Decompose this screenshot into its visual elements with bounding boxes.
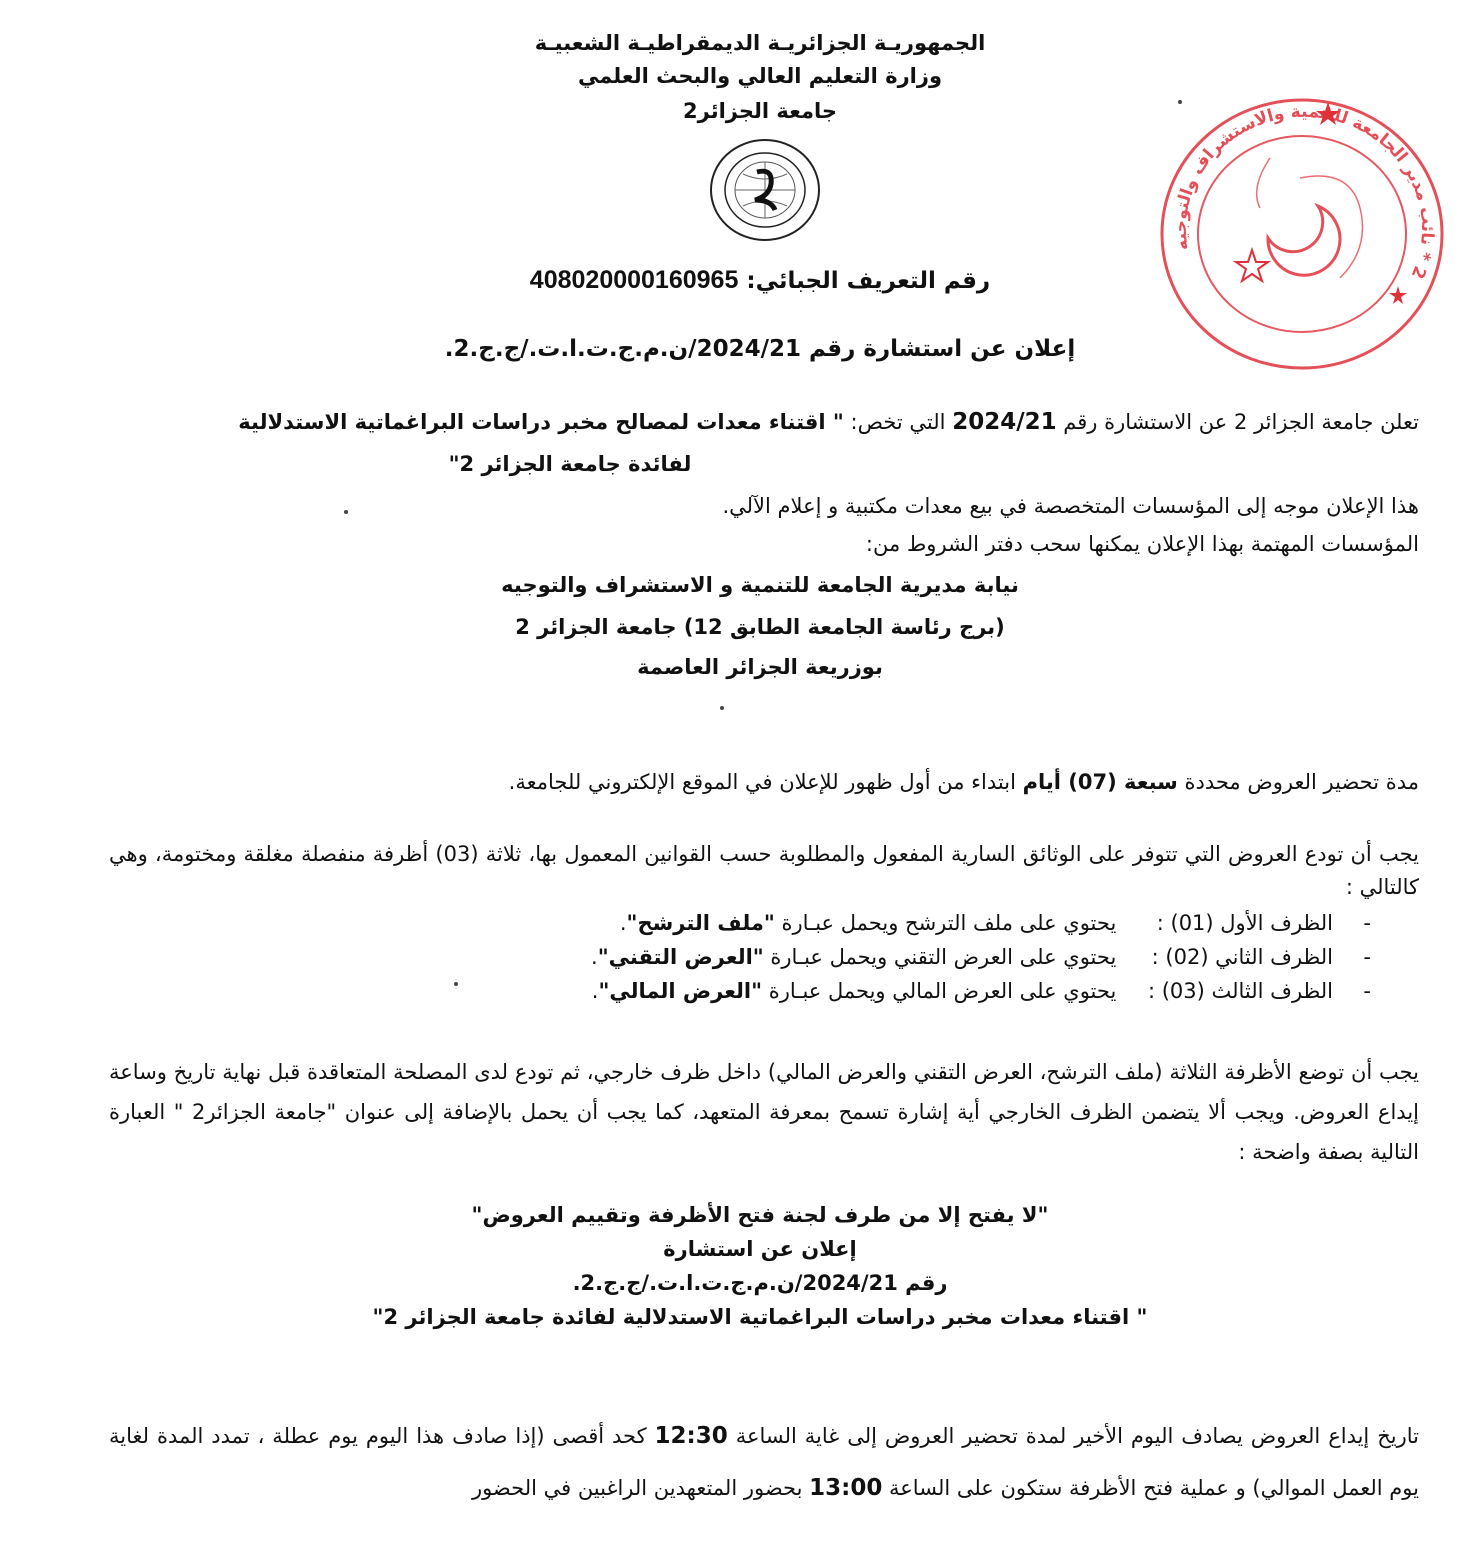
offers-paragraph: يجب أن تودع العروض التي تتوفر على الوثائق السارية المفعول والمطلوبة حسب القوانين المعمول بها، ثلاثة (03) أظرفة منفصلة مغلقة ومختومة، وهي كالتالي : (109, 842, 1419, 899)
envelope-phrase: "ملف الترشح" (626, 911, 775, 935)
list-item: - الظرف الثاني (02) : يحتوي على العرض التقني ويحمل عبـارة "العرض التقني". (371, 940, 1371, 974)
intro-subject: " اقتناء معدات لمصالح مخبر دراسات البراغماتية الاستدلالية (238, 410, 844, 434)
intro-number: 2024/21 (952, 409, 1057, 435)
quote-line-1: "لا يفتح إلا من طرف لجنة فتح الأظرفة وتقييم العروض" (471, 1203, 1049, 1227)
deposit-text-c: بحضور المتعهدين الراغبين في الحضور (471, 1476, 810, 1500)
announcement-title: إعلان عن استشارة رقم 2024/21/ن.م.ج.ت.ا.ت./ج.ج.2. (444, 336, 1076, 362)
stamp-text: 2 * نائب مدير الجامعة للتنمية والاستشراف والتوجيه (1170, 101, 1438, 282)
envelope-text: يحتوي على ملف الترشح ويحمل عبـارة (774, 911, 1117, 935)
envelope-label: الظرف الثالث (03) : (1147, 979, 1333, 1003)
tax-id-value: 408020000160965 (529, 266, 739, 294)
quote-line-3: رقم 2024/21/ن.م.ج.ت.ا.ت./ج.ج.2. (572, 1271, 948, 1295)
envelope-text: يحتوي على العرض التقني ويحمل عبـارة (763, 945, 1117, 969)
target-paragraph: هذا الإعلان موجه إلى المؤسسات المتخصصة في بيع معدات مكتبية و إعلام الآلي. (722, 494, 1419, 518)
envelope-phrase: "العرض التقني" (597, 945, 764, 969)
envelope-phrase: "العرض المالي" (598, 979, 763, 1003)
withdraw-paragraph: المؤسسات المهتمة بهذا الإعلان يمكنها سحب دفتر الشروط من: (865, 532, 1419, 556)
quote-line-4: " اقتناء معدات مخبر دراسات البراغماتية الاستدلالية لفائدة جامعة الجزائر 2" (372, 1305, 1148, 1329)
republic-title: الجمهوريـة الجزائريـة الديمقراطيـة الشعبيـة (534, 31, 986, 55)
scan-speck (1178, 100, 1182, 104)
tax-id-line (400, 266, 1120, 295)
envelope-label: الظرف الثاني (02) : (1151, 945, 1333, 969)
envelope-list (371, 906, 1371, 1008)
ministry-title: وزارة التعليم العالي والبحث العلمي (577, 64, 943, 88)
deposit-text-a: تاريخ إيداع العروض يصادف اليوم الأخير لمدة تحضير العروض إلى غاية الساعة (727, 1424, 1419, 1448)
intro-text-a: تعلن جامعة الجزائر 2 عن الاستشارة رقم (1056, 410, 1419, 434)
list-item: - الظرف الأول (01) : يحتوي على ملف الترشح ويحمل عبـارة "ملف الترشح". (371, 906, 1371, 940)
tax-id-label: رقم التعريف الجبائي: (746, 268, 991, 294)
intro-subject-cont: لفائدة جامعة الجزائر 2" (448, 452, 692, 476)
deposit-time-2: 13:00 (809, 1475, 883, 1501)
list-item: - الظرف الثالث (03) : يحتوي على العرض المالي ويحمل عبـارة "العرض المالي". (371, 974, 1371, 1008)
deposit-time-1: 12:30 (654, 1423, 728, 1449)
duration-text-a: مدة تحضير العروض محددة (1177, 770, 1419, 794)
scan-speck (344, 510, 348, 514)
address-line-1: نيابة مديرية الجامعة للتنمية و الاستشراف والتوجيه (501, 573, 1019, 597)
quote-line-2: إعلان عن استشارة (663, 1237, 857, 1261)
scan-speck (454, 982, 458, 986)
intro-paragraph (109, 406, 1419, 439)
envelope-label: الظرف الأول (01) : (1156, 911, 1333, 935)
address-line-2: (برج رئاسة الجامعة الطابق 12) جامعة الجزائر 2 (515, 615, 1005, 639)
official-stamp (1150, 88, 1446, 376)
intro-text-b: التي تخص: (843, 410, 953, 434)
duration-paragraph (109, 766, 1419, 799)
deposit-paragraph (109, 1410, 1419, 1514)
duration-days: سبعة (07) أيام (1022, 770, 1178, 794)
envelope-text: يحتوي على العرض المالي ويحمل عبـارة (762, 979, 1117, 1003)
duration-text-b: ابتداء من أول ظهور للإعلان في الموقع الإلكتروني للجامعة. (508, 770, 1023, 794)
envelope-paragraph: يجب أن توضع الأظرفة الثلاثة (ملف الترشح، العرض التقني والعرض المالي) داخل ظرف خارجي، ثم تودع لدى المصلحة المتعاقدة قبل نهاية تاريخ وساعة إيداع العروض. ويجب ألا يتضمن الظرف الخارجي أية إشارة تسمح بمعرفة المتعهد، كما يجب أن يحمل بالإضافة إلى عنوان "جامعة الجزائر2 " العبارة التالية بصفة واضحة : (109, 1060, 1419, 1164)
address-line-3: بوزريعة الجزائر العاصمة (637, 655, 883, 679)
deposit-text-b: كحد أقصى (إذا صادف هذا اليوم يوم عطلة ، تمدد المدة لغاية يوم العمل الموالي) و عملية فتح الأظرفة ستكون على الساعة (109, 1424, 1419, 1500)
university-logo (709, 138, 821, 242)
scan-speck (720, 706, 724, 710)
university-title: جامعة الجزائر2 (683, 99, 837, 123)
